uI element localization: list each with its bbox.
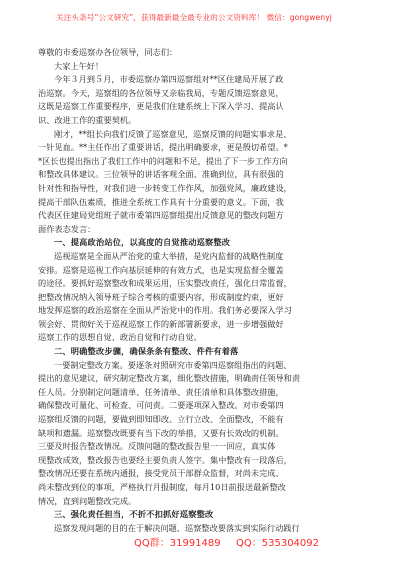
text-line: 识、改进工作的重要契机。 [38, 114, 137, 125]
heading-text: 三、强化责任担当，不折不扣抓好巡察整改 [54, 509, 214, 520]
heading-text: 一、提高政治站位，以高度的自觉推动巡察整改 [54, 237, 231, 248]
text-line: 巡视巡察是全面从严治党的重大举措，是党内监督的战略性制度 [54, 250, 284, 261]
text-line: 把整改情况纳入领导班子综合考核的重要内容，形成制度约束，更好 [38, 291, 284, 302]
text-line: 这既是巡察工作重要程序，更是我们住建系统上下深入学习、提高认 [38, 101, 284, 112]
qq-number: QQ：535304092 [236, 538, 320, 549]
banner-text: 关注头条号“公文研究”，获得最新最全最专业的公文资料库！ 微信：gongwenyj [56, 13, 332, 22]
text-line: 巡察工作的思想自觉、政治自觉和行动自觉。 [38, 332, 202, 343]
text-line: 领会好、贯彻好关于巡视巡察工作的新部署新要求，进一步增强做好 [38, 318, 284, 329]
text-line: 治巡察。今天，巡察组的各位领导又亲临我局，专题反馈巡察意见， [38, 87, 284, 98]
text-line: 尚未整改到位的事项，严格执行月报制度，每月10日前报送最新整改 [38, 482, 286, 492]
text-line: 和整改具体建议。三位领导的讲话客观全面、准确到位，具有很强的 [38, 169, 284, 180]
text-line: 缺项和遗漏。巡察整改既要有当下改的举措，又要有长效改的机制。 [38, 427, 284, 438]
text-line: 的途径。要抓好巡察整改和成果运用，压实整改责任，强化日常监督， [38, 278, 292, 289]
section-heading [38, 236, 376, 250]
heading-text: 二、明确整改步骤，确保条条有整改、件件有着落 [54, 346, 239, 357]
text-line: 地发挥巡察的政治巡察在全面从严治党中的作用。我们务必要深入学习 [38, 305, 292, 316]
paragraph [38, 359, 376, 509]
paragraph [38, 60, 376, 74]
text-line: 一针见血。**主任作出了重要讲话，提出明确要求，更是殷切希望。* [38, 142, 288, 153]
text-line: 三要及时报告整改情况。反馈问题的整改报告里一一回应，真实体 [38, 441, 276, 452]
text-line: 刚才，**组长向我们反馈了巡察意见，巡察反馈的问题实事求是、 [54, 128, 292, 139]
text-line: 面作表态发言： [38, 223, 96, 234]
text-line: 尊敬的市委巡察办各位领导，同志们： [38, 47, 178, 57]
text-line: 今年３月到５月，市委巡察办第四巡察组对**区住建局开展了政 [54, 74, 284, 85]
document-page [38, 46, 376, 532]
text-line: 代表区住建局党组班子就市委第四巡察组提出反馈意见的整改问题方 [38, 210, 284, 221]
text-line: 大家上午好！ [54, 60, 104, 71]
text-line: 巡察发现问题的目的在于解决问题，巡察整改要落实到实际行动践行 [54, 522, 300, 532]
header-banner [0, 0, 408, 42]
text-line: 安排。巡察是巡视工作向基层延伸的有效方式，也是实现监督全覆盖 [38, 264, 284, 275]
text-line: 提高干部队伍素质，推进全系统工作具有十分重要的意义。下面，我 [38, 196, 284, 207]
text-line: *区长也提出指出了我们工作中的问题和不足，提出了下一步工作方向 [38, 155, 288, 166]
footer [0, 532, 408, 552]
paragraph [38, 522, 376, 532]
text-line: 一要制定整改方案。要逐条对照研究市委第四巡察组指出的问题、 [54, 359, 292, 370]
paragraph [38, 46, 376, 60]
text-line: 针对性和指导性，对我们进一步转变工作作风，加强党风，廉政建设， [38, 182, 292, 193]
text-line: 现整改成效，整改报告也要经主要负责人签字。集中整改有一段落后， [38, 454, 292, 465]
text-line: 任人员。分别制定问题清单、任务清单、责任清单和具体整改措施， [38, 386, 284, 397]
text-line: 巡察组反馈的问题，要做到即知即改、立行立改、全面整改，不能有 [38, 414, 284, 425]
text-line: 确保整改可量化、可检查、可问责。二要逐项深入整改。对市委第四 [38, 400, 284, 411]
section-heading [38, 345, 376, 359]
text-line: 整改情况还要在系统内通报，接受党员干部群众监督，对尚未完成、 [38, 468, 284, 479]
text-line: 情况，直到问题整改完成。 [38, 495, 137, 506]
section-heading [38, 508, 376, 522]
text-line: 提出的意见建议，研究制定整改方案，细化整改措施，明确责任领导和责 [38, 373, 301, 384]
paragraph [38, 128, 376, 237]
paragraph [38, 250, 376, 345]
paragraph [38, 73, 376, 127]
qq-group-number: QQ群：31991489 [134, 538, 221, 549]
